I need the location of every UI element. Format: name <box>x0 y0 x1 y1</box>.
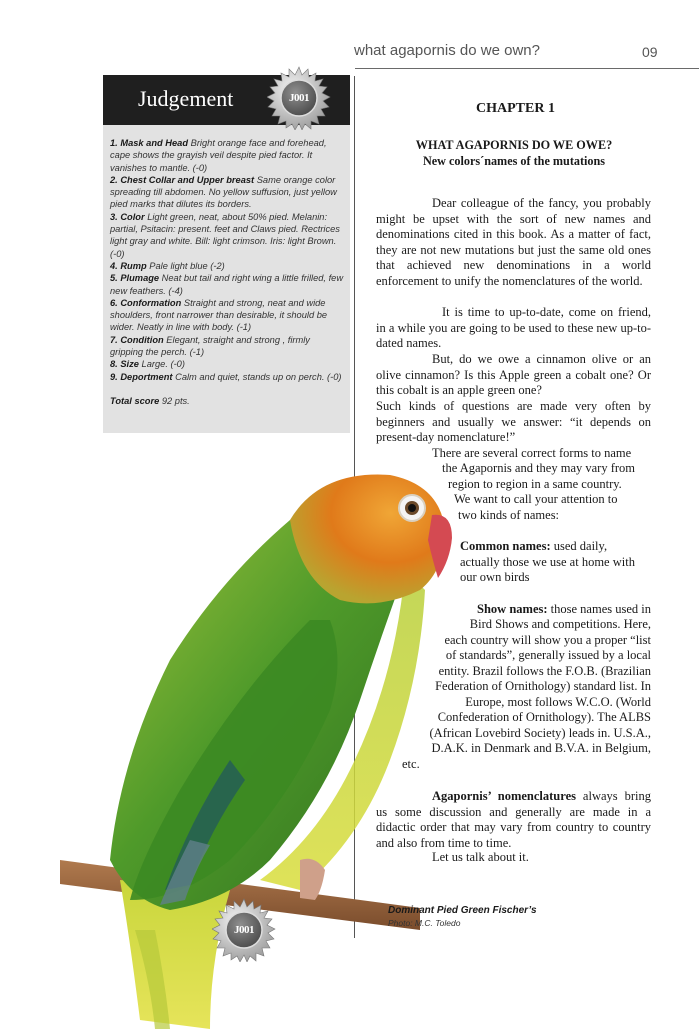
chapter-heading: CHAPTER 1 <box>476 101 555 116</box>
show-names-label: Show names: <box>477 602 548 616</box>
text-line: etc. <box>402 757 420 771</box>
nomenclatures-label: Agapornis’ nomenclatures <box>432 789 576 803</box>
paragraph: It is time to up-to-date, come on friend, in a while you are going to be used to these new up-to-dated names. <box>376 305 651 351</box>
judgement-item: 7. Condition Elegant, straight and strong , firmly gripping the perch. (-1) <box>110 334 310 358</box>
page-number: 09 <box>642 44 658 60</box>
judgement-item: 2. Chest Collar and Upper breast Same orange color spreading till abdomen. No yellow suffusion, just yellow pied marks that dilutes its borders. <box>110 174 337 210</box>
judgement-item: 9. Deportment Calm and quiet, stands up on perch. (-0) <box>110 371 342 382</box>
paragraph: Such kinds of questions are made very often by beginners and usually we answer: “it depends on present-day nomenclature!” <box>376 399 651 445</box>
photo-credit: Photo: M.C. Toledo <box>388 918 461 928</box>
text-line: There are several correct forms to name <box>432 446 632 460</box>
judgement-item: 5. Plumage Neat but tail and right wing a little frilled, few new feathers. (-4) <box>110 273 344 296</box>
text-line: (African Lovebird Society) leads in. U.S.A., <box>429 726 651 740</box>
judge-seal-badge <box>267 66 331 130</box>
judgement-list <box>110 137 344 407</box>
paragraph: Dear colleague of the fancy, you probably might be upset with the sort of new names and denominations cited in this book. As a matter of fact, they are not new mutations but just the same old ones that achieved new denominations in a world enforcement to unify the nomenclatures of the world. <box>376 196 651 288</box>
text-line: actually those we use at home with <box>460 555 635 569</box>
text-line: entity. Brazil follows the F.O.B. (Brazilian <box>438 664 651 678</box>
closing-line: Let us talk about it. <box>432 850 529 864</box>
text-line: our own birds <box>460 570 530 584</box>
text-line: Common names: used daily, <box>460 539 608 553</box>
text-line: We want to call your attention to <box>454 492 618 506</box>
text-line: Bird Shows and competitions. Here, <box>469 617 651 631</box>
total-score: Total score 92 pts. <box>110 395 190 406</box>
text-line: Show names: those names used in <box>477 602 651 616</box>
badge-label: J001 <box>289 92 309 104</box>
judgement-title: Judgement <box>138 86 234 111</box>
badge-label: J001 <box>234 924 254 936</box>
text-line: two kinds of names: <box>458 508 560 522</box>
text-line: the Agapornis and they may vary from <box>442 461 636 475</box>
paragraph: Agapornis’ nomenclatures always bring us some discussion and generally are made in a didactic order that may vary from country to country and also from time to time. <box>376 789 651 850</box>
text-line: each country will show you a proper “list <box>444 633 651 647</box>
common-names-label: Common names: <box>460 539 551 553</box>
text-line: Europe, most follows W.C.O. (World <box>465 695 651 709</box>
text-line: Confederation of Ornithology). The ALBS <box>437 710 651 724</box>
paragraph: But, do we owe a cinnamon olive or an olive cinnamon? Is this Apple green a cobalt one? Or this cobalt is an apple green one? <box>376 352 651 398</box>
photo-caption: Dominant Pied Green Fischer’s <box>388 905 537 916</box>
judgement-item: 4. Rump Pale light blue (-2) <box>110 260 225 271</box>
text-line: region to region in a same country. <box>448 477 622 491</box>
judgement-item: 1. Mask and Head Bright orange face and forehead, cape shows the grayish veil despite pied factor. It vanishes to mantle. (-0) <box>110 138 327 173</box>
header-rule <box>355 68 699 69</box>
text-line: of standards”, generally issued by a local <box>445 648 651 662</box>
judgement-item: 8. Size Large. (-0) <box>110 359 185 370</box>
text-line: D.A.K. in Denmark and B.V.A. in Belgium, <box>431 741 651 755</box>
chapter-subtitle: WHAT AGAPORNIS DO WE OWE? New colors´names of the mutations <box>415 138 613 168</box>
judgement-item: 6. Conformation Straight and strong, neat and wide shoulders, front narrower than desirable, it should be wider. Neatly in line with body. (-1) <box>110 297 328 333</box>
judge-seal-badge <box>212 898 276 962</box>
judgement-item: 3. Color Light green, neat, about 50% pied. Melanin: partial, Psitacin: present. feet and Claws pied. Rectrices light gray and white. Bill: light crimson. Iris: light Brown. (-0) <box>110 211 340 259</box>
text-line: Federation of Ornithology) standard list. In <box>435 679 651 693</box>
running-header: what agapornis do we own? <box>354 42 540 59</box>
